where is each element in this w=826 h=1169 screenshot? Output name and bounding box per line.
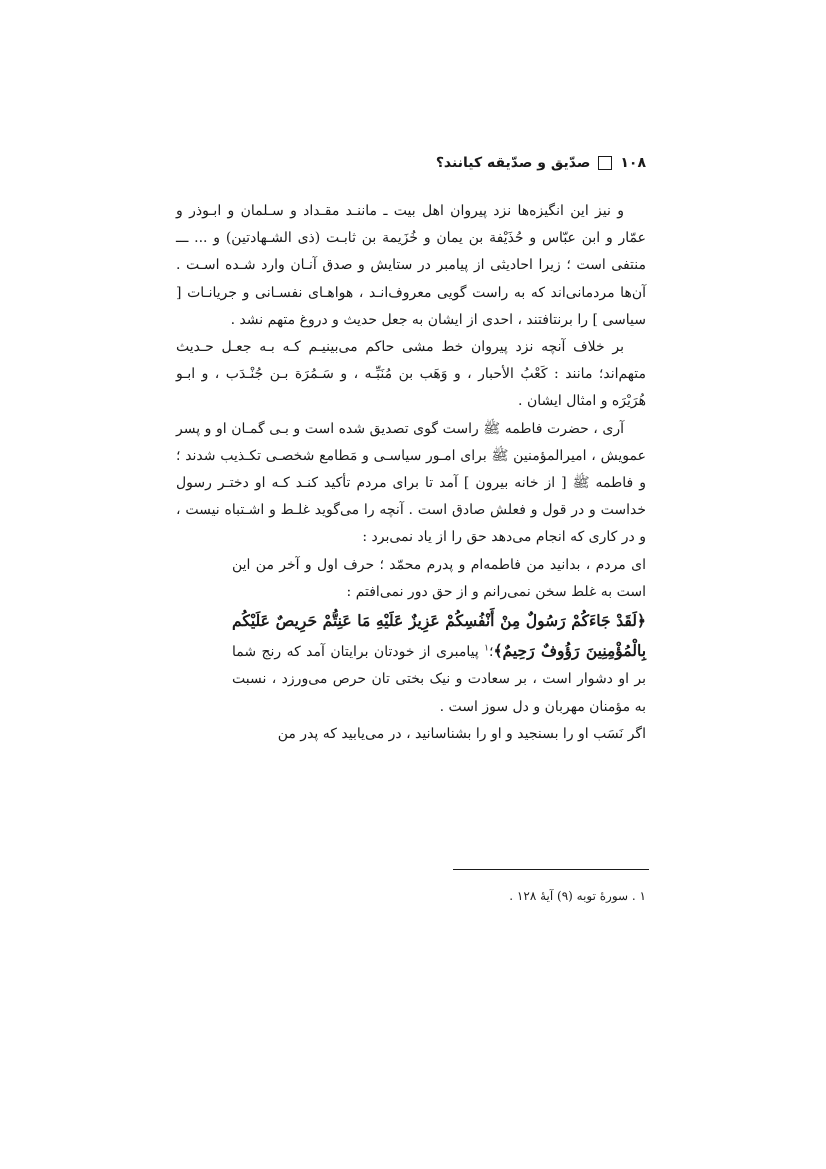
footnote-divider [453,869,649,870]
paragraph-3: آری ، حضرت فاطمه ﷺ راست گوی تصدیق شده است و بـی گمـان او و پسر عمویش ، امیرالمؤمنین ﷺ برای امـور سیاسـی و مَطامع شخصـی تکـذیب شدند ؛ و فاطمه ﷺ [ از خانه بیرون ] آمد تا برای مردم تأکید کنـد کـه او دختـر رسول خداست و در قول و فعلش صادق است . آنچه را می‌گوید غلـط و اشـتباه نیست ، و در کاری که انجام می‌دهد حق را از یاد نمی‌برد : [176,420,646,546]
square-ornament-icon [598,156,612,170]
footnote-reference[interactable]: ۱ [484,643,490,654]
page-number: ۱۰۸ [620,155,646,171]
footnote: ۱ . سورهٔ توبه (۹) آیهٔ ۱۲۸ . [509,889,646,903]
running-head [166,151,646,175]
quote-text: ای مردم ، بدانید من فاطمه‌ام و پدرم محمّد ؛ حرف اول و آخر من این است به غلط سخن نمی‌رانم و از حق دور نمی‌افتم : [232,556,646,600]
body-text [176,198,646,748]
paragraph-4: اگر نَسَب او را بسنجید و او را بشناسانید ، در می‌یابید که پدر من [277,725,646,742]
quran-verse: ﴿لَقَدْ جَاءَكُمْ رَسُولٌ مِنْ أَنْفُسِكُمْ عَزِيزٌ عَلَيْهِ مَا عَنِتُّمْ حَرِيصٌ عَلَيْكُم بِالْمُؤْمِنِينَ رَؤُوفٌ رَحِيمٌ﴾ [232,611,647,661]
verse-translation: پیامبری از خودتان برایتان آمد که رنج شما بر او دشوار است ، بر سعادت و نیک بختی تان حرص می‌ورزد ، نسبت به مؤمنان مهربان و دل سوز است . [232,644,646,715]
chapter-title: صدّیق و صدّیقه کیانند؟ [435,155,591,171]
paragraph-1: و نیز این انگیزه‌ها نزد پیروان اهل بیت ـ ماننـد مقـداد و سـلمان و ابـوذر و عمّار و ابن عبّاس و حُذَیْفة بن یمان و خُزَیمة بن ثابـت (ذی الشـهادتین) و ... ـــ منتفی است ؛ زیرا احادیثی از پیامبر در ستایش و صدق آنـان وارد شـده اسـت . آن‌ها مردمانی‌اند که به راست گویی معروف‌انـد ، هواهـای نفسـانی و جریانـات [ سیاسی ] را برنتافتند ، احدی از ایشان به جعل حدیث و دروغ متهم نشد . [176,203,646,328]
quran-verse-block [232,606,646,721]
quote-block [232,552,646,721]
verse-separator: ؛ [489,644,494,661]
paragraph-2: بر خلاف آنچه نزد پیروان خط مشی حاکم می‌بینیـم کـه بـه جعـل حـدیث متهم‌اند؛ مانند : کَعْبُ الأحبار ، و وَهَب بن مُنَبِّـه ، و سَـمُرَة بـن جُنْـدَب ، و ابـو هُرَیْرَه و امثال ایشان . [176,339,646,410]
